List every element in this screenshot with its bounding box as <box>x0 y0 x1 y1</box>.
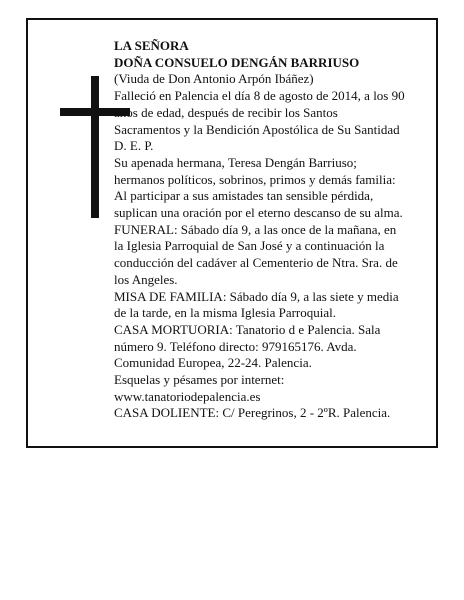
funeral-line: los Angeles. <box>114 271 178 287</box>
funeral-line: conducción del cadáver al Cementerio de Ntra. Sra. de <box>114 255 398 271</box>
family-line: Su apenada hermana, Teresa Dengán Barriuso; <box>114 154 357 170</box>
website-line: www.tanatoriodepalencia.es <box>114 388 261 404</box>
cross-vertical-bar <box>91 76 99 218</box>
death-line: Sacramentos y la Bendición Apostólica de Su Santidad <box>114 121 400 137</box>
family-mass-line: MISA DE FAMILIA: Sábado día 9, a las siete y media <box>114 288 399 304</box>
obituary-text <box>114 38 432 422</box>
obituary-notice <box>26 18 438 448</box>
funeral-home-line: número 9. Teléfono directo: 979165176. Avda. <box>114 338 357 354</box>
family-line: Al participar a sus amistades tan sensible pérdida, <box>114 188 374 204</box>
death-line: D. E. P. <box>114 138 154 154</box>
deceased-name: DOÑA CONSUELO DENGÁN BARRIUSO <box>114 54 360 70</box>
death-line: años de edad, después de recibir los Santos <box>114 104 338 120</box>
family-line: suplican una oración por el eterno descanso de su alma. <box>114 205 403 221</box>
mourning-house-line: CASA DOLIENTE: C/ Peregrinos, 2 - 2ºR. Palencia. <box>114 405 391 421</box>
widow-of-line: (Viuda de Don Antonio Arpón Ibáñez) <box>114 71 314 87</box>
family-mass-line: de la tarde, en la misma Iglesia Parroquial. <box>114 305 337 321</box>
family-line: hermanos políticos, sobrinos, primos y demás familia: <box>114 171 396 187</box>
funeral-home-line: Comunidad Europea, 22-24. Palencia. <box>114 355 312 371</box>
internet-condolences-line: Esquelas y pésames por internet: <box>114 372 285 388</box>
notice-title: LA SEÑORA <box>114 38 189 53</box>
funeral-line: FUNERAL: Sábado día 9, a las once de la mañana, en <box>114 221 397 237</box>
death-line: Falleció en Palencia el día 8 de agosto de 2014, a los 90 <box>114 88 405 104</box>
funeral-home-line: CASA MORTUORIA: Tanatorio d e Palencia. Sala <box>114 321 381 337</box>
funeral-line: la Iglesia Parroquial de San José y a continuación la <box>114 238 385 254</box>
